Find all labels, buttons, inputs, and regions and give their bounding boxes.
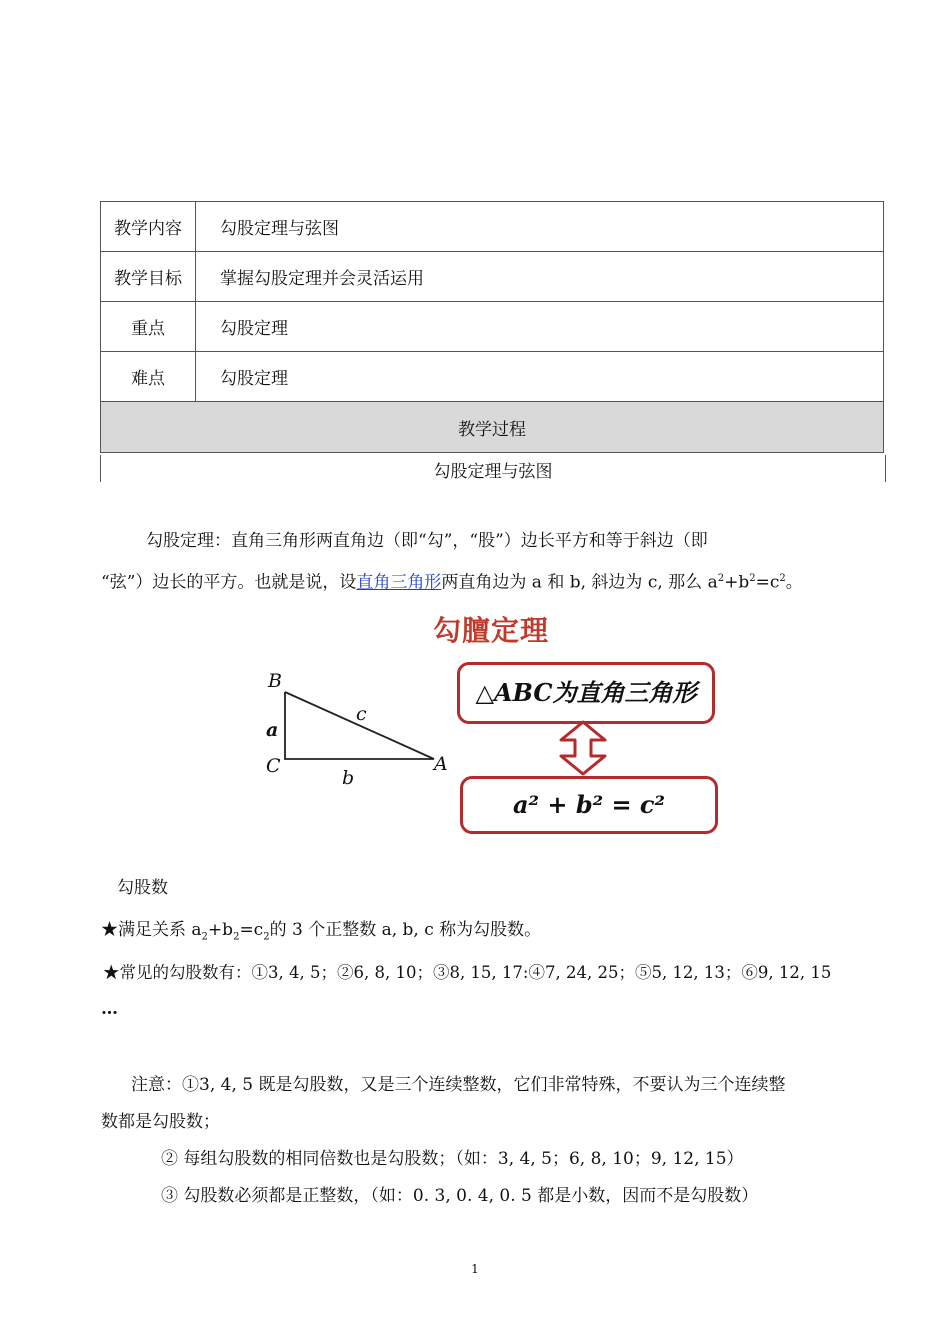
table-row <box>101 202 884 252</box>
period: 。 <box>785 572 803 593</box>
figure-title: 勾膻定理 <box>433 614 550 647</box>
note-1-line-2: 数都是勾股数； <box>101 1112 220 1132</box>
page-number: 1 <box>471 1262 479 1276</box>
def-pre: ★满足关系 a <box>101 920 202 940</box>
right-triangle-diagram <box>262 672 452 782</box>
formula-box <box>460 776 718 834</box>
side-label-c: c <box>356 703 367 725</box>
note-3: ③ 勾股数必须都是正整数，（如：0. 3, 0. 4, 0. 5 都是小数，因而不是勾股数） <box>161 1186 759 1206</box>
note-1-line-1: 注意：①3, 4, 5 既是勾股数，又是三个连续整数，它们非常特殊，不要认为三个连续整 <box>131 1075 786 1095</box>
triples-heading: 勾股数 <box>117 878 168 898</box>
vertex-label-a: A <box>434 753 448 775</box>
formula-text: a² + b² = c² <box>512 790 666 819</box>
row-value: 勾股定理 <box>196 352 884 402</box>
process-header-row <box>101 402 884 453</box>
process-header: 教学过程 <box>101 402 884 453</box>
note-2: ② 每组勾股数的相同倍数也是勾股数；（如：3, 4, 5；6, 8, 10；9, 12, 15） <box>161 1149 744 1169</box>
row-label: 难点 <box>101 352 196 402</box>
def-sub-a: 2 <box>201 931 208 943</box>
intro-line-1: 勾股定理：直角三角形两直角边（即“勾”，“股”）边长平方和等于斜边（即 <box>146 531 708 551</box>
def-sub-b: 2 <box>233 931 240 943</box>
vertex-label-c: C <box>266 755 281 777</box>
row-value: 勾股定理 <box>196 302 884 352</box>
lesson-plan-table <box>100 201 884 453</box>
equals-c: =c <box>755 572 780 593</box>
right-triangle-link[interactable]: 直角三角形 <box>356 572 442 593</box>
side-label-a: a <box>266 719 279 741</box>
table-row <box>101 352 884 402</box>
exp-a: 2 <box>717 573 725 584</box>
exp-b: 2 <box>749 573 756 584</box>
row-label: 教学目标 <box>101 252 196 302</box>
triples-definition <box>101 913 541 954</box>
plus-b: +b <box>724 572 750 593</box>
intro-line-2 <box>101 562 803 600</box>
vertex-label-b: B <box>268 670 282 692</box>
def-post: 的 3 个正整数 a, b, c 称为勾股数。 <box>269 920 542 940</box>
condition-box <box>457 662 715 724</box>
def-sub-c: 2 <box>263 931 270 943</box>
def-mid1: +b <box>207 920 234 940</box>
double-arrow-icon <box>557 720 609 776</box>
row-label: 重点 <box>101 302 196 352</box>
intro-line-2-post: 两直角边为 a 和 b, 斜边为 c, 那么 a <box>441 572 718 593</box>
exp-c: 2 <box>779 573 786 584</box>
row-value: 勾股定理与弦图 <box>196 202 884 252</box>
row-label: 教学内容 <box>101 202 196 252</box>
table-row <box>101 302 884 352</box>
def-mid2: =c <box>239 920 264 940</box>
ellipsis: … <box>101 999 118 1019</box>
common-triples: ★常见的勾股数有：①3, 4, 5；②6, 8, 10；③8, 15, 17:④7, 24, 25；⑤5, 12, 13；⑥9, 12, 15 <box>103 963 832 982</box>
table-row <box>101 252 884 302</box>
intro-line-2-pre: “弦”）边长的平方。也就是说，设 <box>101 572 357 593</box>
condition-text: △ABC为直角三角形 <box>475 678 697 707</box>
row-value: 掌握勾股定理并会灵活运用 <box>196 252 884 302</box>
side-label-b: b <box>342 767 355 789</box>
section-title: 勾股定理与弦图 <box>100 455 886 482</box>
